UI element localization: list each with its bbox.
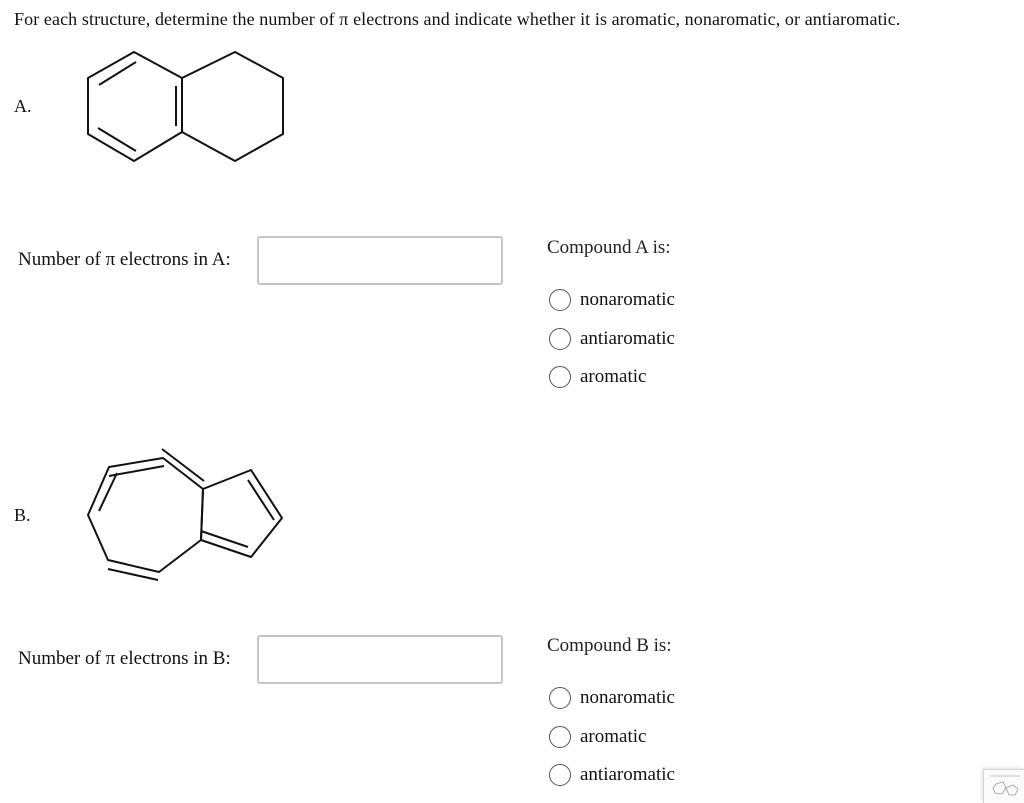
compound-b-option-nonaromatic[interactable] [549, 687, 675, 709]
double-bond-seven-upper-right [162, 449, 204, 481]
benzene-ring [88, 52, 182, 161]
double-bond-inner-top [99, 62, 136, 85]
compound-a-option-aromatic[interactable] [549, 366, 646, 388]
double-bond-seven-left [99, 473, 117, 511]
compound-a-label: Compound A is: [547, 237, 671, 258]
double-bond-five-bottom [201, 531, 248, 547]
radio-button[interactable] [549, 726, 571, 748]
compound-a-option-nonaromatic[interactable] [549, 289, 675, 311]
cyclohexane-ring [182, 52, 283, 161]
compound-a-option-antiaromatic[interactable] [549, 328, 675, 350]
option-label: aromatic [580, 726, 647, 747]
radio-button[interactable] [549, 328, 571, 350]
radio-button[interactable] [549, 289, 571, 311]
radio-button[interactable] [549, 764, 571, 786]
thumbnail-structure-icon [984, 770, 1024, 803]
question-prompt: For each structure, determine the number of π electrons and indicate whether it is aromatic, nonaromatic, or antiaromatic. [14, 9, 901, 29]
thumbnail-preview[interactable] [983, 769, 1024, 803]
structure-a-label: A. [14, 96, 32, 116]
option-label: nonaromatic [580, 687, 675, 708]
pi-electrons-input-a[interactable] [257, 236, 503, 285]
pi-electrons-label-a: Number of π electrons in A: [18, 249, 231, 270]
option-label: nonaromatic [580, 289, 675, 310]
structure-a-drawing [80, 40, 295, 175]
radio-button[interactable] [549, 687, 571, 709]
option-label: antiaromatic [580, 764, 675, 785]
option-label: aromatic [580, 366, 647, 387]
compound-b-option-aromatic[interactable] [549, 726, 646, 748]
compound-b-option-antiaromatic[interactable] [549, 764, 675, 786]
option-label: antiaromatic [580, 328, 675, 349]
radio-button[interactable] [549, 366, 571, 388]
structure-b-label: B. [14, 505, 31, 525]
structure-b-drawing [80, 448, 290, 578]
pi-electrons-label-b: Number of π electrons in B: [18, 648, 231, 669]
pi-electrons-input-b[interactable] [257, 635, 503, 684]
seven-membered-ring [88, 458, 203, 572]
double-bond-inner-bottom [98, 128, 136, 151]
compound-b-label: Compound B is: [547, 635, 672, 656]
